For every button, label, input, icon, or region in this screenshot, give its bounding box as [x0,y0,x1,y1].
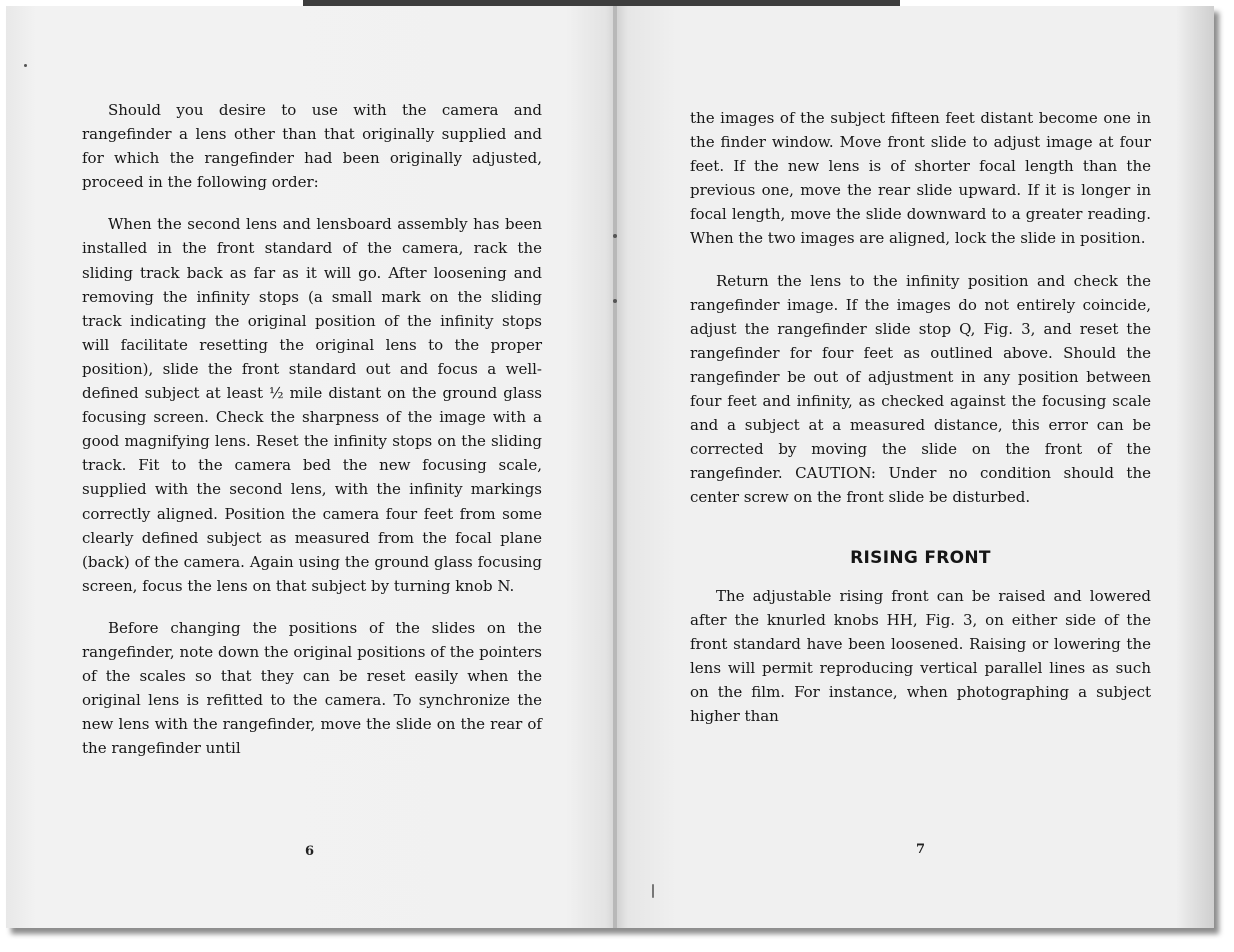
binding-mark [613,299,617,303]
binding-mark [613,234,617,238]
page-number: 7 [916,842,926,857]
paragraph: the images of the subject fifteen feet distant become one in the finder window. Move front slide to adjust image at four feet. If the new lens is of shorter focal length than the previous one, move the rear slide upward. If it is longer in focal length, move the slide downward to a greater reading. When the two images are aligned, lock the slide in position. [690,109,1151,248]
paragraph: When the second lens and lensboard assembly has been installed in the front standard of the camera, rack the sliding track back as far as it will go. After loosening and removing the infinity stops (a small mark on the sliding track indicating the original position of the infinity stops will facilitate resetting the original lens to the proper position), slide the front standard out and focus a well-defined subject at least ½ mile distant on the ground glass focusing screen. Check the sharpness of the image with a good magnifying lens. Reset the infinity stops on the sliding track. Fit to the camera bed the new focusing scale, supplied with the second lens, with the infinity markings correctly aligned. Position the camera four feet from some clearly defined subject as measured from the focal plane (back) of the camera. Again using the ground glass focusing screen, focus the lens on that subject by turning knob N. [82,215,542,595]
paragraph: Before changing the positions of the slides on the rangefinder, note down the original positions of the pointers of the scales so that they can be reset easily when the original lens is refitted to the camera. To synchronize the new lens with the rangefinder, move the slide on the rear of the rangefinder until [82,618,542,758]
page-number: 6 [305,844,315,859]
right-page-text [690,106,1151,728]
left-page-text [82,98,542,760]
section-heading: RISING FRONT [850,547,991,568]
page-gutter [613,6,617,928]
paragraph: Return the lens to the infinity position and check the rangefinder image. If the images do not entirely coincide, adjust the rangefinder slide stop Q, Fig. 3, and reset the rangefinder for four feet as outlined above. Should the rangefinder be out of adjustment in any position between four feet and infinity, as checked against the focusing scale and a subject at a measured distance, this error can be corrected by moving the slide on the front of the rangefinder. CAUTION: Under no condition should the center screw on the front slide be disturbed. [690,271,1151,507]
paragraph: The adjustable rising front can be raised and lowered after the knurled knobs HH, Fig. 3, on either side of the front standard have been loosened. Raising or lowering the lens will permit reproducing vertical parallel lines as such on the film. For instance, when photographing a subject higher than [690,586,1151,726]
dust-speck [652,884,654,898]
paragraph: Should you desire to use with the camera and rangefinder a lens other than that originally supplied and for which the rangefinder had been originally adjusted, proceed in the following order: [82,101,542,192]
dust-speck [24,64,27,67]
